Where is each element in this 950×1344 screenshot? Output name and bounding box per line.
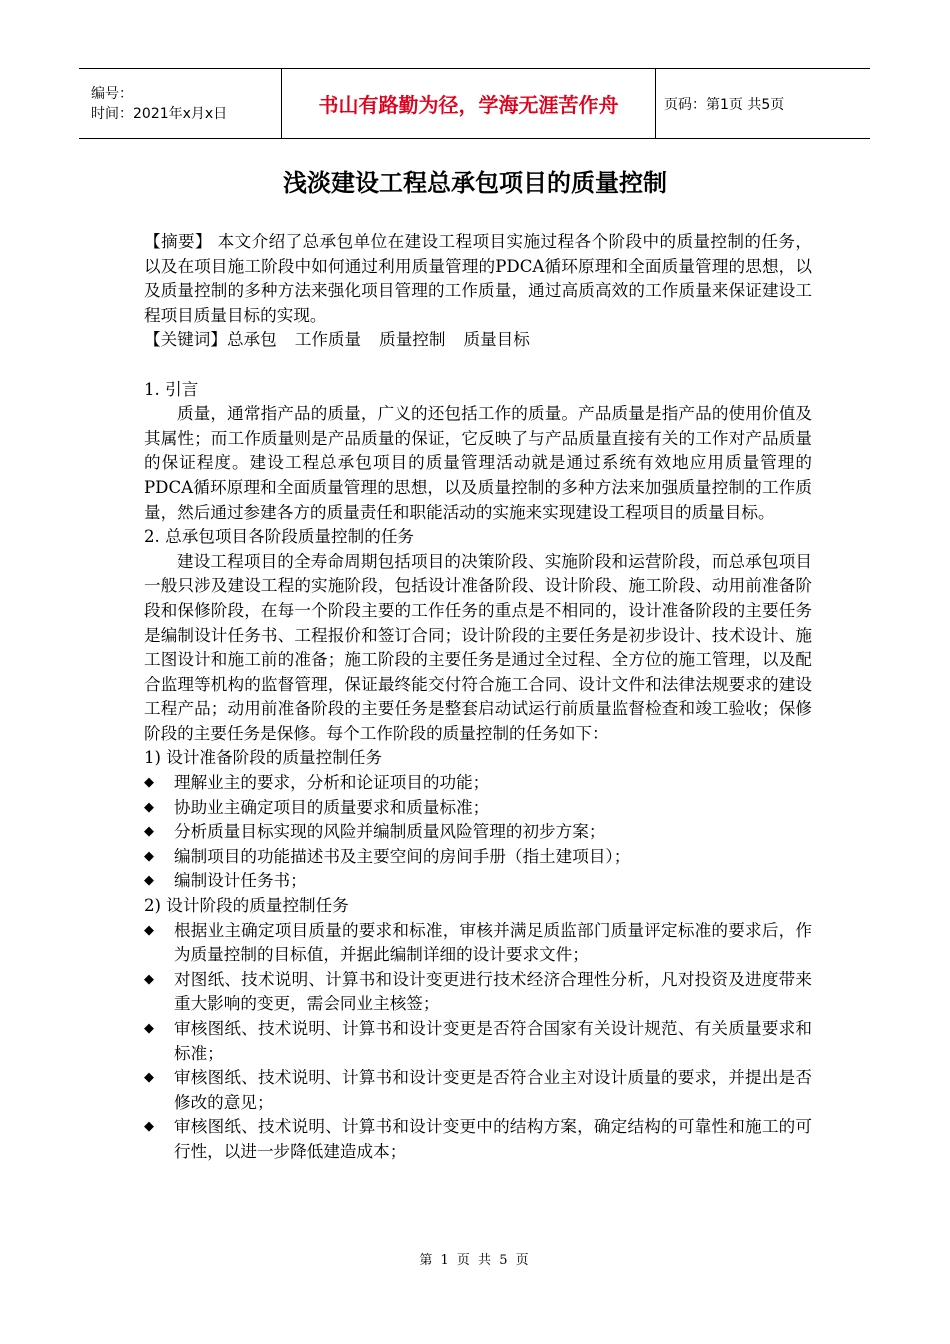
keywords: [144, 328, 812, 353]
header-meta: [79, 69, 281, 138]
keyword: 质量目标: [463, 330, 530, 350]
keyword: 工作质量: [294, 330, 362, 350]
header-motto-cell: [281, 69, 656, 138]
diamond-bullet-icon: ◆: [144, 971, 154, 987]
list-item: [144, 869, 812, 894]
spacer: [144, 353, 812, 378]
list-item-text: 根据业主确定项目质量的要求和标准，审核并满足质监部门质量评定标准的要求后，作为质量控制的目标值，并据此编制详细的设计要求文件；: [174, 920, 812, 965]
list-item-text: 理解业主的要求，分析和论证项目的功能；: [174, 773, 490, 793]
list-item: [144, 1115, 812, 1164]
list-item-text: 审核图纸、技术说明、计算书和设计变更是否符合业主对设计质量的要求，并提出是否修改的意见；: [174, 1068, 812, 1112]
list-item-text: 编制项目的功能描述书及主要空间的房间手册（指土建项目）；: [174, 846, 631, 866]
document-body: [144, 230, 812, 1165]
page-footer: 第 1 页 共 5 页: [419, 1253, 531, 1268]
list-item: [144, 845, 812, 870]
number-label: 编号：: [91, 85, 133, 102]
list-item: [144, 796, 812, 821]
list-item-text: 编制设计任务书；: [174, 871, 307, 891]
diamond-bullet-icon: ◆: [144, 824, 154, 840]
time-label: 时间：2021年x月x日: [91, 105, 228, 122]
diamond-bullet-icon: ◆: [144, 775, 154, 791]
list-item: [144, 968, 812, 1017]
diamond-bullet-icon: ◆: [144, 922, 154, 938]
diamond-bullet-icon: ◆: [144, 1119, 154, 1135]
page-info: 页码：第1页 共5页: [664, 96, 785, 113]
list-item: [144, 1066, 812, 1115]
motto: 书山有路勤为径，学海无涯苦作舟: [318, 93, 619, 117]
section-paragraph: 建设工程项目的全寿命周期包括项目的决策阶段、实施阶段和运营阶段，而总承包项目一般只涉及建设工程的实施阶段，包括设计准备阶段、设计阶段、施工阶段、动用前准备阶段和保修阶段，在每一个阶段主要的工作任务的重点是不相同的，设计准备阶段的主要任务是编制设计任务书、工程报价和签订合同；设计阶段的主要任务是初步设计、技术设计、施工图设计和施工前的准备；施工阶段的主要任务是通过全过程、全方位的施工管理，以及配合监理等机构的监督管理，保证最终能交付符合施工合同、设计文件和法律法规要求的建设工程产品；动用前准备阶段的主要任务是整套启动试运行前质量监督检查和竣工验收；保修阶段的主要任务是保修。每个工作阶段的质量控制的任务如下：: [144, 551, 812, 743]
diamond-bullet-icon: ◆: [144, 1070, 154, 1086]
list-item-text: 审核图纸、技术说明、计算书和设计变更中的结构方案，确定结构的可靠性和施工的可行性，以进一步降低建造成本；: [174, 1117, 812, 1161]
section-heading: 1. 引言: [144, 379, 199, 399]
section-heading: 2. 总承包项目各阶段质量控制的任务: [144, 527, 415, 547]
list-item: [144, 919, 812, 968]
list-item-text: 协助业主确定项目的质量要求和质量标准；: [174, 797, 490, 817]
diamond-bullet-icon: ◆: [144, 873, 154, 889]
diamond-bullet-icon: ◆: [144, 848, 154, 864]
document-title: 浅淡建设工程总承包项目的质量控制: [283, 169, 667, 197]
list-item-text: 对图纸、技术说明、计算书和设计变更进行技术经济合理性分析，凡对投资及进度带来重大影响的变更，需会同业主核签；: [174, 969, 812, 1014]
list-item-text: 分析质量目标实现的风险并编制质量风险管理的初步方案；: [174, 822, 606, 842]
subsection-heading: 2) 设计阶段的质量控制任务: [144, 896, 349, 916]
diamond-bullet-icon: ◆: [144, 799, 154, 815]
keywords-label: 【关键词】总承包: [144, 330, 277, 350]
list-item-text: 审核图纸、技术说明、计算书和设计变更是否符合国家有关设计规范、有关质量要求和标准；: [174, 1019, 812, 1063]
list-item: [144, 1017, 812, 1066]
section-paragraph: 质量，通常指产品的质量，广义的还包括工作的质量。产品质量是指产品的使用价值及其属性；而工作质量则是产品质量的保证，它反映了与产品质量直接有关的工作对产品质量的保证程度。建设工程总承包项目的质量管理活动就是通过系统有效地应用质量管理的PDCA循环原理和全面质量管理的思想，以及质量控制的多种方法来加强质量控制的工作质量，然后通过参建各方的质量责任和职能活动的实施来实现建设工程项目的质量目标。: [144, 404, 812, 522]
page-header: [79, 68, 870, 139]
abstract: 【摘要】 本文介绍了总承包单位在建设工程项目实施过程各个阶段中的质量控制的任务，以及在项目施工阶段中如何通过利用质量管理的PDCA循环原理和全面质量管理的思想，以及质量控制的多种方法来强化项目管理的工作质量，通过高质高效的工作质量来保证建设工程项目质量目标的实现。: [144, 232, 812, 325]
header-page-info: [656, 69, 870, 138]
keyword: 质量控制: [379, 330, 446, 350]
diamond-bullet-icon: ◆: [144, 1021, 154, 1036]
list-item: [144, 771, 812, 796]
subsection-heading: 1) 设计准备阶段的质量控制任务: [144, 748, 383, 768]
list-item: [144, 820, 812, 845]
